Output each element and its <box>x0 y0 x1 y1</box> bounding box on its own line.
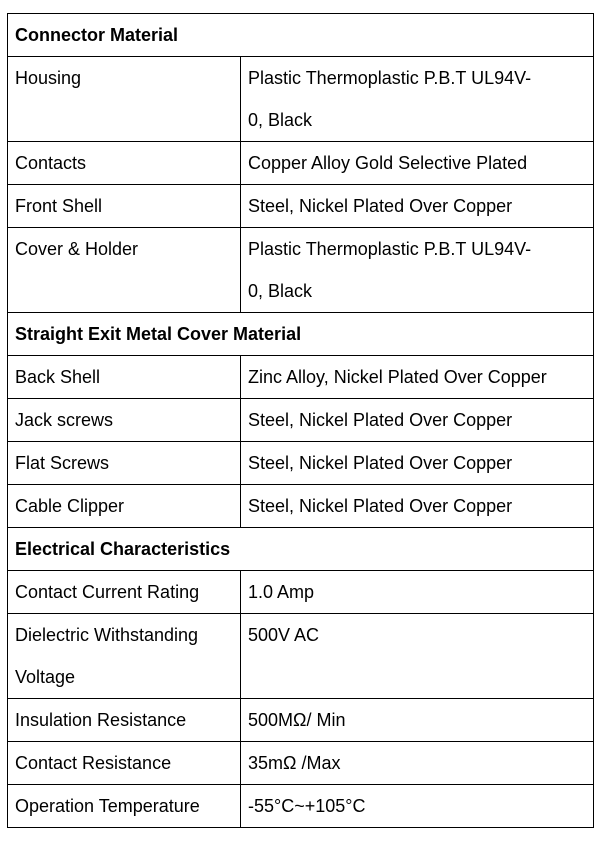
row-label: Housing <box>8 57 241 142</box>
row-label <box>8 614 241 699</box>
row-label: Flat Screws <box>8 442 241 485</box>
table-row <box>8 571 594 614</box>
row-label: Back Shell <box>8 356 241 399</box>
table-row <box>8 699 594 742</box>
value-line: Plastic Thermoplastic P.B.T UL94V- <box>248 239 532 259</box>
section-header-row <box>8 313 594 356</box>
row-value: Steel, Nickel Plated Over Copper <box>241 442 594 485</box>
row-value: Copper Alloy Gold Selective Plated <box>241 142 594 185</box>
value-line: Plastic Thermoplastic P.B.T UL94V- <box>248 68 532 88</box>
row-label: Cover & Holder <box>8 228 241 313</box>
row-value: Steel, Nickel Plated Over Copper <box>241 185 594 228</box>
section-title: Straight Exit Metal Cover Material <box>8 313 594 356</box>
label-line: Voltage <box>15 667 76 687</box>
row-value <box>241 228 594 313</box>
row-value: Zinc Alloy, Nickel Plated Over Copper <box>241 356 594 399</box>
row-label: Jack screws <box>8 399 241 442</box>
table-row <box>8 356 594 399</box>
row-value: Steel, Nickel Plated Over Copper <box>241 399 594 442</box>
row-label: Cable Clipper <box>8 485 241 528</box>
row-label: Insulation Resistance <box>8 699 241 742</box>
row-value: 1.0 Amp <box>241 571 594 614</box>
section-title: Electrical Characteristics <box>8 528 594 571</box>
row-label: Operation Temperature <box>8 785 241 828</box>
row-label: Contact Resistance <box>8 742 241 785</box>
table-row <box>8 485 594 528</box>
table-row <box>8 228 594 313</box>
row-label: Contacts <box>8 142 241 185</box>
spec-table <box>7 13 594 828</box>
value-line: 0, Black <box>248 281 313 301</box>
row-value: -55°C~+105°C <box>241 785 594 828</box>
table-row <box>8 742 594 785</box>
section-title: Connector Material <box>8 14 594 57</box>
row-label: Front Shell <box>8 185 241 228</box>
row-label: Contact Current Rating <box>8 571 241 614</box>
table-row <box>8 442 594 485</box>
table-row <box>8 399 594 442</box>
row-value <box>241 57 594 142</box>
section-header-row <box>8 528 594 571</box>
row-value: 35mΩ /Max <box>241 742 594 785</box>
table-row <box>8 614 594 699</box>
value-line: 0, Black <box>248 110 313 130</box>
label-line: Dielectric Withstanding <box>15 625 199 645</box>
row-value: Steel, Nickel Plated Over Copper <box>241 485 594 528</box>
table-row <box>8 142 594 185</box>
table-row <box>8 185 594 228</box>
row-value: 500MΩ/ Min <box>241 699 594 742</box>
table-row <box>8 57 594 142</box>
section-header-row <box>8 14 594 57</box>
table-row <box>8 785 594 828</box>
row-value: 500V AC <box>241 614 594 699</box>
